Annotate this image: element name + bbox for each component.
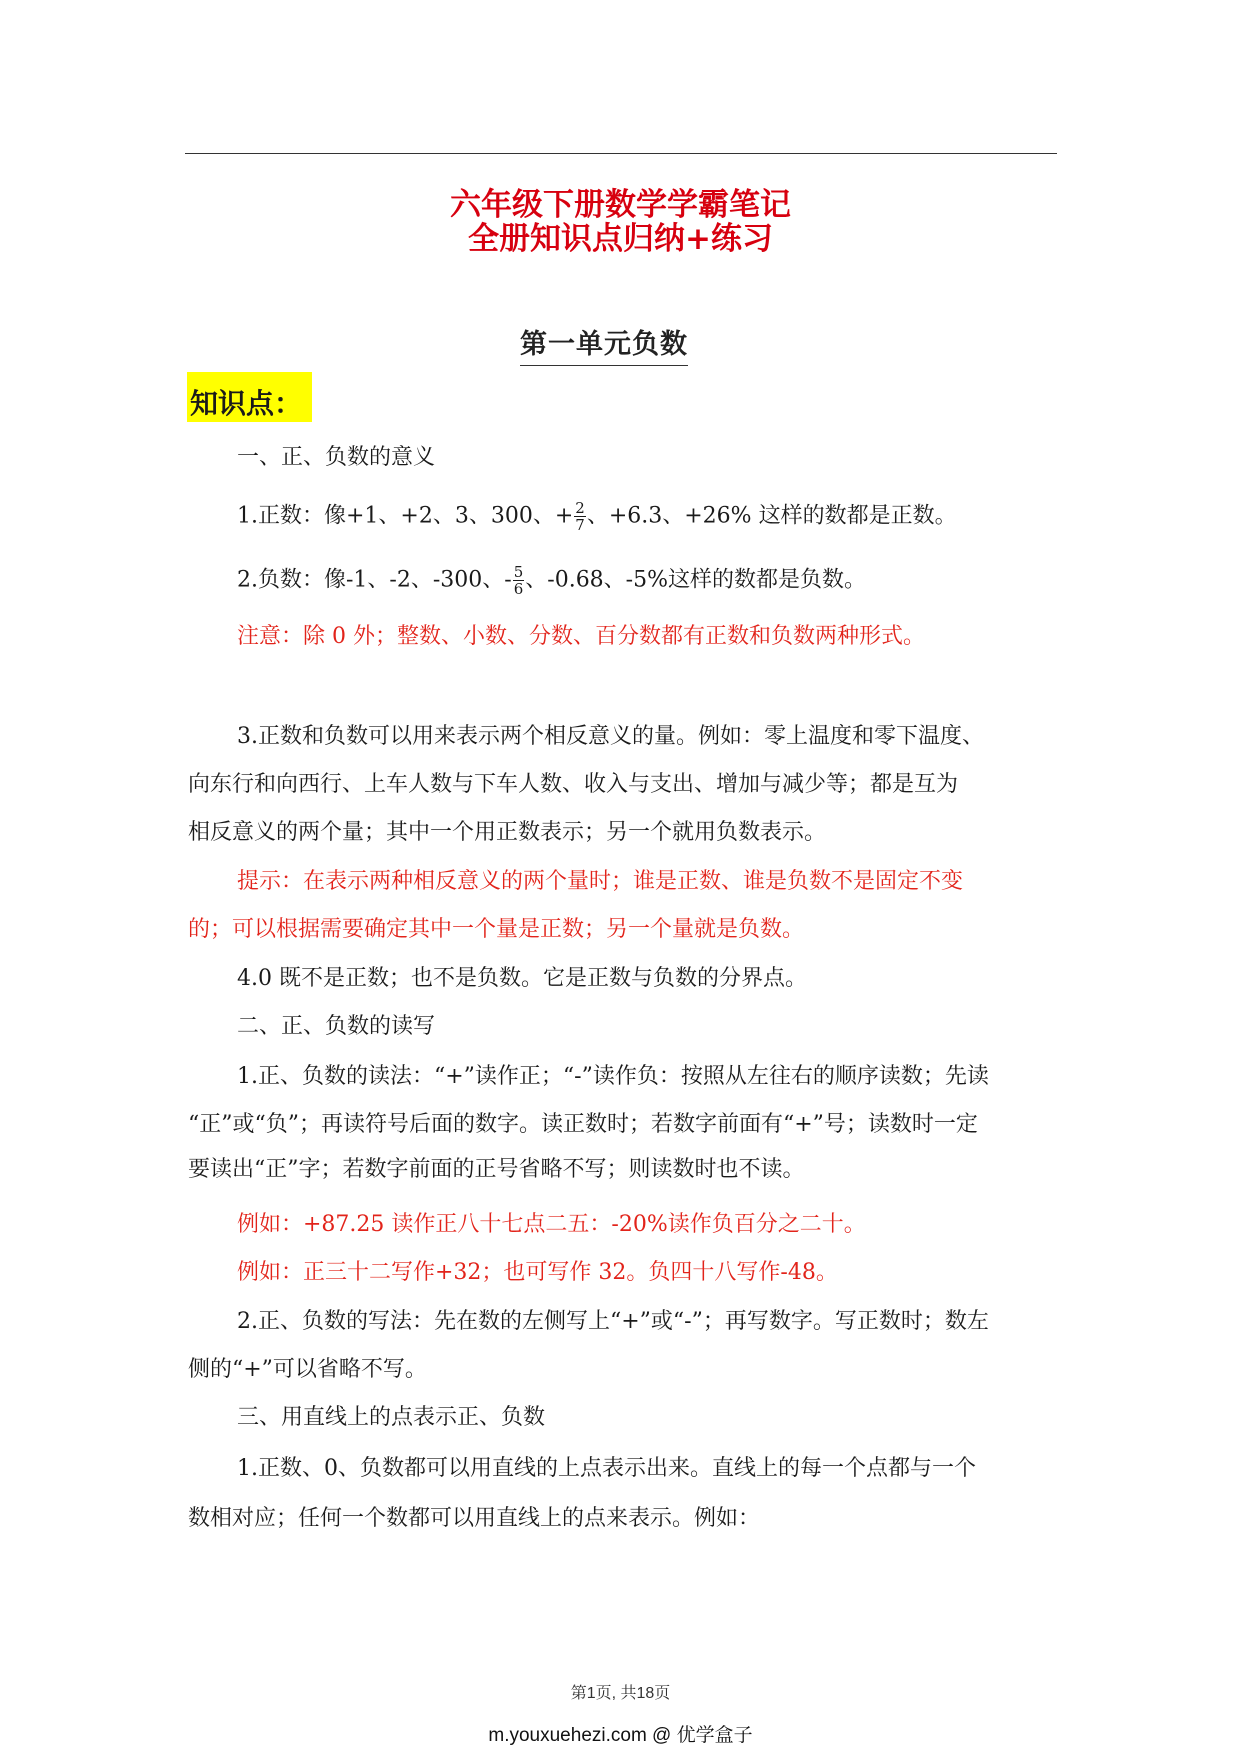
write-rule-line-1: 2.正、负数的写法：先在数的左侧写上“+”或“-”；再写数字。写正数时；数左 [237, 1309, 989, 1334]
negative-frac-num: 5 [513, 563, 524, 581]
doc-title-line2: 全册知识点归纳+练习 [468, 221, 773, 257]
doc-title-line1: 六年级下册数学学霸笔记 [450, 187, 791, 223]
knowledge-label: 知识点： [190, 387, 303, 420]
negative-suffix: 、-0.68、-5%这样的数都是负数。 [525, 567, 867, 593]
positive-frac-den: 7 [575, 516, 585, 534]
paragraph-4: 4.0 既不是正数；也不是负数。它是正数与负数的分界点。 [237, 966, 807, 991]
positive-prefix: 1.正数：像+1、+2、3、300、+ [237, 503, 574, 529]
number-line-para-line-2: 数相对应；任何一个数都可以用直线上的点来表示。例如： [188, 1506, 761, 1531]
positive-definition [237, 500, 957, 533]
paragraph-3-line-2: 向东行和向西行、上车人数与下车人数、收入与支出、增加与减少等；都是互为 [188, 772, 959, 797]
site-watermark: m.youxuehezi.com @ 优学盒子 [488, 1725, 753, 1746]
negative-frac-den: 6 [513, 580, 524, 598]
paragraph-3-line-3: 相反意义的两个量；其中一个用正数表示；另一个就用负数表示。 [188, 820, 827, 845]
negative-definition [237, 564, 866, 597]
tip-line-1: 提示：在表示两种相反意义的两个量时；谁是正数、谁是负数不是固定不变 [237, 869, 964, 894]
section-1-heading: 一、正、负数的意义 [237, 445, 436, 470]
negative-fraction [513, 564, 525, 597]
read-rule-line-3: 要读出“正”字；若数字前面的正号省略不写；则读数时也不读。 [188, 1157, 805, 1182]
section-3-heading: 三、用直线上的点表示正、负数 [237, 1405, 546, 1430]
positive-fraction [574, 500, 586, 533]
read-rule-line-1: 1.正、负数的读法：“+”读作正；“-”读作负：按照从左往右的顺序读数；先读 [237, 1064, 989, 1089]
negative-prefix: 2.负数：像-1、-2、-300、- [237, 567, 512, 593]
positive-suffix: 、+6.3、+26% 这样的数都是正数。 [586, 503, 957, 529]
page-number: 第1页, 共18页 [570, 1685, 671, 1702]
note-zero: 注意：除 0 外；整数、小数、分数、百分数都有正数和负数两种形式。 [237, 624, 925, 649]
example-read: 例如：+87.25 读作正八十七点二五：-20%读作负百分之二十。 [237, 1212, 866, 1237]
unit-title: 第一单元负数 [520, 322, 688, 366]
top-rule [185, 153, 1057, 154]
number-line-para-line-1: 1.正数、0、负数都可以用直线的上点表示出来。直线上的每一个点都与一个 [237, 1456, 976, 1481]
section-2-heading: 二、正、负数的读写 [237, 1014, 436, 1039]
tip-line-2: 的；可以根据需要确定其中一个量是正数；另一个量就是负数。 [188, 917, 805, 942]
positive-frac-num: 2 [575, 499, 585, 517]
write-rule-line-2: 侧的“+”可以省略不写。 [188, 1357, 427, 1382]
example-write: 例如：正三十二写作+32；也可写作 32。负四十八写作-48。 [237, 1260, 838, 1285]
knowledge-label-highlight [187, 372, 312, 422]
read-rule-line-2: “正”或“负”；再读符号后面的数字。读正数时；若数字前面有“+”号；读数时一定 [188, 1112, 978, 1137]
paragraph-3-line-1: 3.正数和负数可以用来表示两个相反意义的量。例如：零上温度和零下温度、 [237, 724, 984, 749]
